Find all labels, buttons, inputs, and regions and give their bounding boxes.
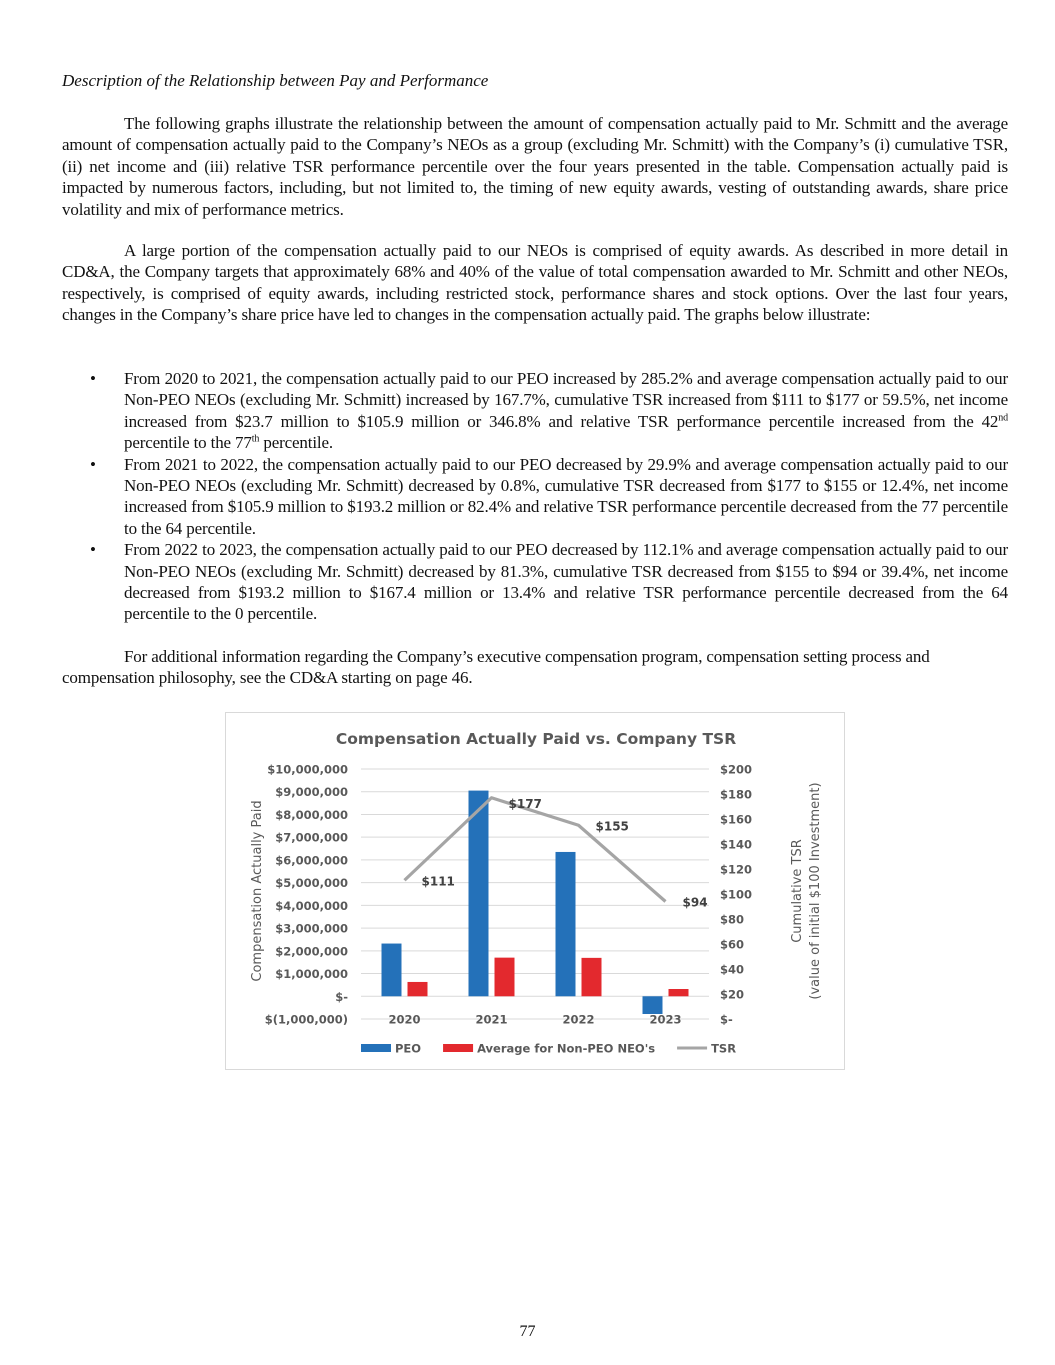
right-axis-ticks — [720, 763, 752, 1027]
left-tick-label: $5,000,000 — [275, 876, 348, 891]
right-tick-label: $180 — [720, 787, 753, 802]
left-tick-label: $2,000,000 — [275, 944, 348, 959]
right-tick-label: $80 — [720, 912, 745, 927]
right-tick-label: $- — [720, 1012, 733, 1027]
tsr-data-label: $111 — [421, 874, 455, 889]
x-tick-label: 2022 — [562, 1012, 595, 1027]
left-axis-ticks — [265, 763, 348, 1027]
bullet-text: From 2022 to 2023, the compensation actually paid to our PEO decreased by 112.1% and average compensation actually paid to our Non-PEO NEOs (excluding Mr. Schmitt) decreased by 81.3%, cumulative TSR decreased from $155 to $94 or 39.4%, net income decreased from $193.2 million to $167.4 million or 13.4% and relative TSR performance percentile decreased from the 64 percentile to the 0 percentile. — [124, 540, 1008, 624]
bar-peo-2023 — [643, 996, 663, 1014]
bullet-text: From 2020 to 2021, the compensation actually paid to our PEO increased by 285.2% and average compensation actually paid to our Non-PEO NEOs (excluding Mr. Schmitt) increased by 167.7%, cumulative TSR increased from $111 to $177 or 59.5%, net income increased from $23.7 million to $105.9 million or 346.8% and relative TSR performance percentile increased from the 42 — [124, 369, 1008, 431]
chart-svg — [226, 713, 846, 1071]
intro-paragraph: The following graphs illustrate the relationship between the amount of compensation actually paid to Mr. Schmitt and the average amount of compensation actually paid to the Company’s NEOs as a group (excluding Mr. Schmitt) with the Company’s (i) cumulative TSR, (ii) net income and (iii) relative TSR performance percentile over the four years presented in the table. Compensation actually paid is impacted by numerous factors, including, but not limited to, the timing of new equity awards, vesting of outstanding awards, share price volatility and mix of performance metrics. — [62, 114, 1008, 219]
legend-label-peo: PEO — [395, 1041, 422, 1056]
left-axis-label: Compensation Actually Paid — [250, 800, 265, 982]
legend-swatch-peo — [361, 1044, 391, 1052]
closing-paragraph: For additional information regarding the Company’s executive compensation program, compensation setting process and compensation philosophy, see the CD&A starting on page 46. — [62, 647, 930, 688]
right-tick-label: $160 — [720, 812, 753, 827]
left-tick-label: $(1,000,000) — [264, 1012, 348, 1027]
tsr-data-label: $155 — [595, 819, 629, 834]
bar-average-for-non-peo-neo-s-2022 — [582, 958, 602, 996]
bullet-list — [62, 368, 1008, 625]
right-axis-label-line1: Cumulative TSR — [790, 839, 805, 943]
left-tick-label: $6,000,000 — [275, 853, 348, 868]
chart-container — [225, 712, 845, 1070]
x-tick-label: 2020 — [388, 1012, 421, 1027]
bar-peo-2022 — [556, 852, 576, 996]
left-tick-label: $9,000,000 — [275, 785, 348, 800]
legend — [361, 1042, 736, 1056]
left-tick-label: $7,000,000 — [275, 830, 348, 845]
section-heading: Description of the Relationship between Pay and Performance — [62, 71, 489, 90]
right-axis-label-line2: (value of initial $100 Investment) — [808, 782, 823, 1000]
bar-average-for-non-peo-neo-s-2021 — [495, 958, 515, 997]
bar-peo-2020 — [382, 944, 402, 997]
x-tick-label: 2021 — [475, 1012, 508, 1027]
equity-paragraph: A large portion of the compensation actually paid to our NEOs is comprised of equity awards. As described in more detail in CD&A, the Company targets that approximately 68% and 40% of the value of total compensation awarded to Mr. Schmitt and other NEOs, respectively, is comprised of equity awards, including restricted stock, performance shares and stock options. Over the last four years, changes in the Company’s share price have led to changes in the compensation actually paid. The graphs below illustrate: — [62, 241, 1008, 325]
bar-peo-2021 — [469, 791, 489, 997]
legend-swatch-average-for-non-peo-neo-s — [443, 1044, 473, 1052]
superscript: th — [251, 433, 260, 445]
x-tick-label: 2023 — [649, 1012, 682, 1027]
bullet-item — [62, 368, 1008, 454]
bullet-text: percentile. — [259, 433, 333, 453]
legend-label-tsr: TSR — [711, 1041, 737, 1056]
right-tick-label: $60 — [720, 937, 745, 952]
page-number: 77 — [519, 1323, 536, 1340]
tsr-data-label: $94 — [682, 895, 708, 910]
legend-label-average-for-non-peo-neo-s: Average for Non-PEO NEO's — [477, 1041, 656, 1056]
bullet-marker: • — [90, 454, 96, 474]
bar-average-for-non-peo-neo-s-2023 — [669, 989, 689, 996]
bullet-text: percentile to the 77 — [124, 433, 252, 453]
bar-average-for-non-peo-neo-s-2020 — [408, 982, 428, 996]
right-tick-label: $40 — [720, 962, 745, 977]
superscript: nd — [998, 412, 1008, 424]
bullet-item — [62, 539, 1008, 625]
left-tick-label: $10,000,000 — [267, 762, 348, 777]
chart-title: Compensation Actually Paid vs. Company TSR — [335, 730, 737, 748]
left-tick-label: $1,000,000 — [275, 967, 348, 982]
right-tick-label: $20 — [720, 987, 745, 1002]
right-tick-label: $140 — [720, 837, 753, 852]
tsr-data-label: $177 — [508, 796, 542, 811]
left-tick-label: $8,000,000 — [275, 807, 348, 822]
right-tick-label: $200 — [720, 762, 753, 777]
left-tick-label: $- — [335, 989, 348, 1004]
bullet-item — [62, 454, 1008, 540]
bullet-marker: • — [90, 369, 96, 388]
left-tick-label: $4,000,000 — [275, 898, 348, 913]
right-tick-label: $100 — [720, 887, 753, 902]
bullet-text: From 2021 to 2022, the compensation actually paid to our PEO decreased by 29.9% and average compensation actually paid to our Non-PEO NEOs (excluding Mr. Schmitt) decreased by 0.8%, cumulative TSR decreased from $177 to $155 or 12.4%, net income increased from $105.9 million to $193.2 million or 82.4% and relative TSR performance percentile decreased from the 77 percentile to the 64 percentile. — [124, 454, 1008, 538]
right-tick-label: $120 — [720, 862, 753, 877]
bullet-marker: • — [90, 540, 96, 560]
left-tick-label: $3,000,000 — [275, 921, 348, 936]
bars — [382, 791, 689, 1014]
